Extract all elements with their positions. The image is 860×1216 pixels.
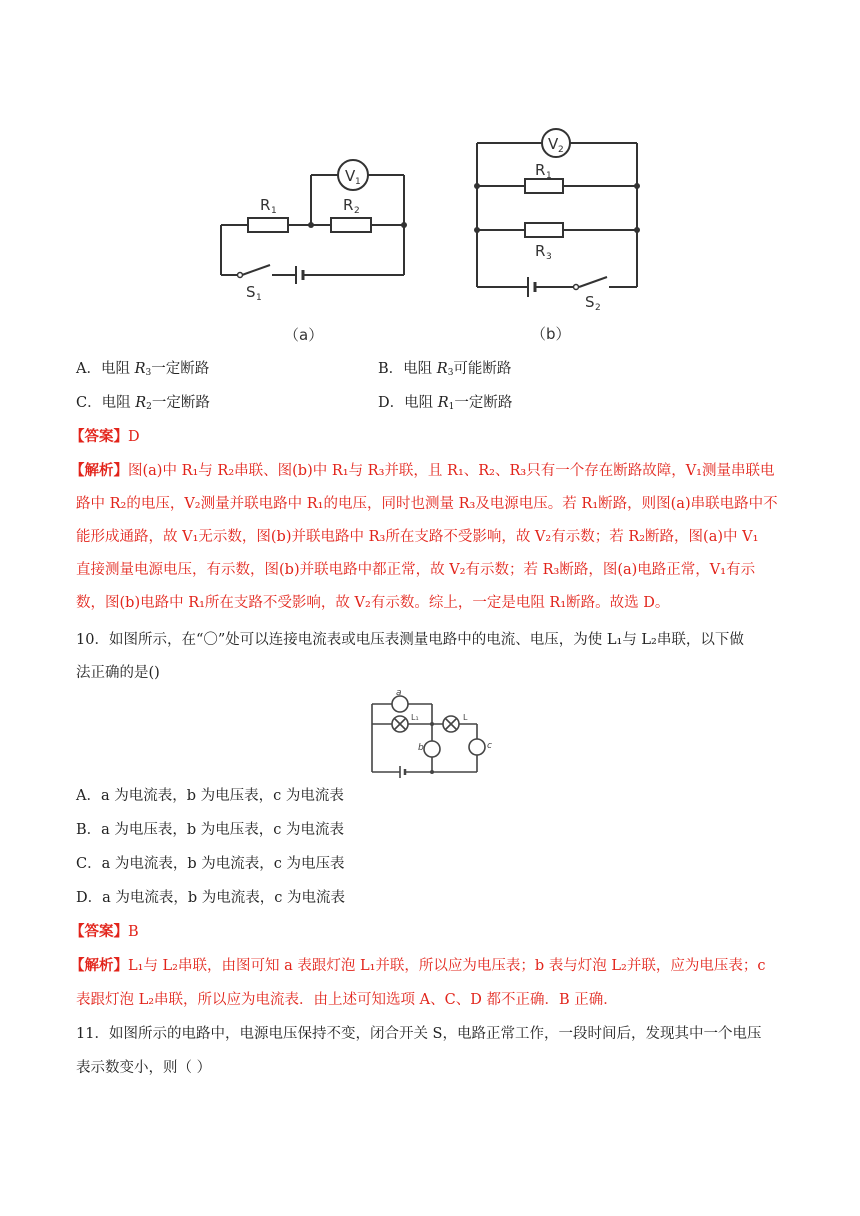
figure-b-voltmeter-sub: 2 xyxy=(558,145,564,155)
q10-label-b: b xyxy=(418,743,424,753)
figure-a-switch-label: S xyxy=(246,283,256,301)
figure-a-voltmeter-label: V xyxy=(345,167,356,185)
figure-b-switch-sub: 2 xyxy=(595,303,601,313)
figure-b-caption: （b） xyxy=(531,325,571,343)
q10-option-c: C．a 为电流表，b 为电流表，c 为电压表 xyxy=(76,856,345,872)
q10-answer xyxy=(70,922,139,942)
q10-analysis-line-1: 【解析】L₁与 L₂串联，由图可知 a 表跟灯泡 L₁并联，所以应为电压表；b 表与灯泡 L₂并联，应为电压表；c xyxy=(70,957,766,974)
q9-analysis-line-3: 能形成通路，故 V₁无示数，图(b)并联电路中 R₃所在支路不受影响，故 V₂有示数；若 R₂断路，图(a)中 V₁ xyxy=(76,529,759,545)
q9-analysis-line-1: 【解析】图(a)中 R₁与 R₂串联、图(b)中 R₁与 R₃并联，且 R₁、R₂、R₃只有一个存在断路故障，V₁测量串联电 xyxy=(70,462,775,479)
figure-a-switch-sub: 1 xyxy=(256,293,262,303)
q10-label-l2: L xyxy=(463,713,468,722)
answer-value: B xyxy=(128,924,139,940)
figure-a-r2-label: R xyxy=(343,196,354,214)
figure-a-caption: （a） xyxy=(284,326,324,344)
analysis-tag: 【解析】 xyxy=(70,462,128,479)
figure-b-switch-label: S xyxy=(585,293,595,311)
figure-a-r1-sub: 1 xyxy=(271,206,277,216)
q9-analysis-line-4: 直接测量电源电压，有示数，图(b)并联电路中都正常，故 V₂有示数；若 R₃断路，图(a)电路正常，V₁有示 xyxy=(76,562,756,578)
q10-label-a: a xyxy=(396,688,402,698)
analysis-tag: 【解析】 xyxy=(70,957,128,974)
q11-stem-line-2: 表示数变小，则（ ） xyxy=(76,1060,212,1076)
answer-value: D xyxy=(128,429,140,445)
q10-option-d: D．a 为电流表，b 为电流表，c 为电流表 xyxy=(76,890,345,906)
q10-option-a: A．a 为电流表，b 为电压表，c 为电流表 xyxy=(76,788,344,804)
figure-a-voltmeter-sub: 1 xyxy=(355,177,361,187)
q10-label-l1: L₁ xyxy=(411,713,419,722)
figure-b-r1-label: R xyxy=(535,161,546,179)
q9-option-b: B．电阻 $R_3$可能断路 xyxy=(378,361,512,378)
q10-stem-line-2: 法正确的是() xyxy=(76,665,160,681)
circuit-figure-a xyxy=(200,150,430,350)
answer-tag: 【答案】 xyxy=(70,428,128,445)
figure-a-r2-sub: 2 xyxy=(354,206,360,216)
q10-option-b: B．a 为电压表，b 为电压表，c 为电流表 xyxy=(76,822,345,838)
q9-analysis-line-2: 路中 R₂的电压，V₂测量并联电路中 R₁的电压，同时也测量 R₃及电源电压。若 R₁断路，则图(a)串联电路中不 xyxy=(76,496,778,512)
figure-b-r3-label: R xyxy=(535,242,546,260)
circuit-figure-b xyxy=(465,125,655,350)
figure-a-r1-label: R xyxy=(260,196,271,214)
q9-option-d: D．电阻 $R_1$一定断路 xyxy=(378,395,513,412)
q10-analysis-line-2: 表跟灯泡 L₂串联，所以应为电流表．由上述可知选项 A、C、D 都不正确．B 正确． xyxy=(76,992,618,1008)
q9-analysis-line-5: 数，图(b)电路中 R₁所在支路不受影响，故 V₂有示数。综上，一定是电阻 R₁断路。故选 D。 xyxy=(76,595,670,611)
answer-tag: 【答案】 xyxy=(70,923,128,940)
q10-stem-line-1: 10．如图所示，在“〇”处可以连接电流表或电压表测量电路中的电流、电压，为使 L₁与 L₂串联，以下做 xyxy=(76,632,744,648)
figure-b-r3-sub: 3 xyxy=(546,252,552,262)
q9-option-c: C．电阻 $R_2$一定断路 xyxy=(76,395,210,412)
figure-b-r1-sub: 1 xyxy=(546,171,552,181)
circuit-figure-q10 xyxy=(365,686,505,778)
figure-b-voltmeter-label: V xyxy=(548,135,559,153)
q9-option-a: A．电阻 $R_3$一定断路 xyxy=(76,361,210,378)
q10-label-c: c xyxy=(487,741,492,751)
q9-answer xyxy=(70,427,140,447)
q11-stem-line-1: 11．如图所示的电路中，电源电压保持不变，闭合开关 S，电路正常工作，一段时间后，发现其中一个电压 xyxy=(76,1026,762,1042)
